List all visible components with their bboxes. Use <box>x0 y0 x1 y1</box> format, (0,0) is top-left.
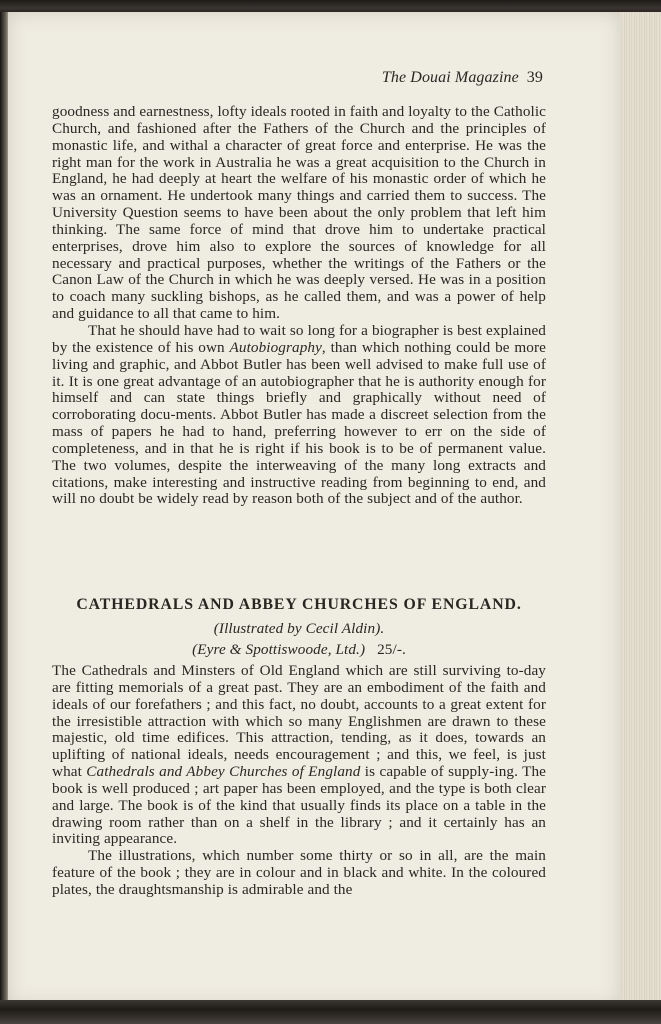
body-text: The Cathedrals and Minsters of Old England which are still surviving to-day are fitting memorials of a great past. They are an embodiment of the faith and ideals of our forefathers ; and this fact, no doubt, accounts to a great extent for the irresistible attraction with which so many Englishmen are drawn to these majestic, old time edifices. This attraction, tending, as it does, towards an uplifting of national ideals, needs encouragement ; and this, we feel, is just what <box>52 662 546 781</box>
body-text: is capable of supply-ing. The book is well produced ; art paper has been employed, and the type is both clear and large. The book is of the kind that usually finds its place on a table in the drawing room rather than on a shelf in the library ; and it certainly has an inviting appearance. <box>52 763 546 848</box>
body-text: That he should have had to wait so long for a biographer is best explained by the existence of his own <box>52 321 546 356</box>
body-text: , than which nothing could be more living and graphic, and Abbot Butler has been well advised to make full use of it. It is one great advantage of an autobiographer that he is authority enough for himself and can state things briefly and graphically without need of corroborating docu-ments. Abbot Butler has made a discreet selection from the mass of papers he had to hand, preferring however to err on the side of completeness, and in that he is right if his book is to be of permanent value. The two volumes, despite the interweaving of the many long extracts and citations, make interesting and instructive reading from beginning to end, and will no doubt be widely read by reason both of the subject and of the author. <box>52 338 546 508</box>
continued-review-text <box>52 104 546 508</box>
body-text: The illustrations, which number some thirty or so in all, are the main feature of the book ; they are in colour and in black and white. In the coloured plates, the draughtsmanship is admirable and the <box>52 847 546 898</box>
italic-title-text: Cathedrals and Abbey Churches of England <box>86 763 361 781</box>
running-title: The Douai Magazine <box>381 69 519 86</box>
review-title: CATHEDRALS AND ABBEY CHURCHES OF ENGLAND. <box>76 596 522 613</box>
paragraph <box>52 323 546 508</box>
paragraph <box>52 663 546 848</box>
italic-title-text: Autobiography <box>229 338 322 356</box>
page-number: 39 <box>526 69 543 86</box>
review-publisher-line <box>52 642 546 659</box>
review-illustrator: (Illustrated by Cecil Aldin). <box>213 620 385 637</box>
book-price: 25/-. <box>377 641 406 658</box>
paragraph <box>52 848 546 899</box>
book-bottom-edge <box>0 1000 661 1024</box>
paragraph <box>52 104 546 323</box>
page-fore-edge <box>620 12 661 1005</box>
review-body-text <box>52 663 546 899</box>
running-header <box>300 70 543 87</box>
body-text: goodness and earnestness, lofty ideals rooted in faith and loyalty to the Catholic Church, and fashioned after the Fathers of the Church and the principles of monastic life, and withal a character of great force and enterprise. He was the right man for the work in Australia he was a great acquisition to the Church in England, he had deeply at heart the welfare of his monastic order of which he was an ornament. He undertook many things and carried them to success. The University Question seems to have been about the only problem that left him thinking. The same force of mind that drove him to undertake practical enterprises, drove him also to explore the sources of knowledge for all necessary and practical purposes, whether the writings of the Fathers or the Canon Law of the Church in which he was deeply versed. He was in a position to coach many suckling bishops, as he called them, and was a power of help and guidance to all that came to him. <box>52 103 546 323</box>
publisher-name: (Eyre & Spottiswoode, Ltd.) <box>192 641 366 658</box>
